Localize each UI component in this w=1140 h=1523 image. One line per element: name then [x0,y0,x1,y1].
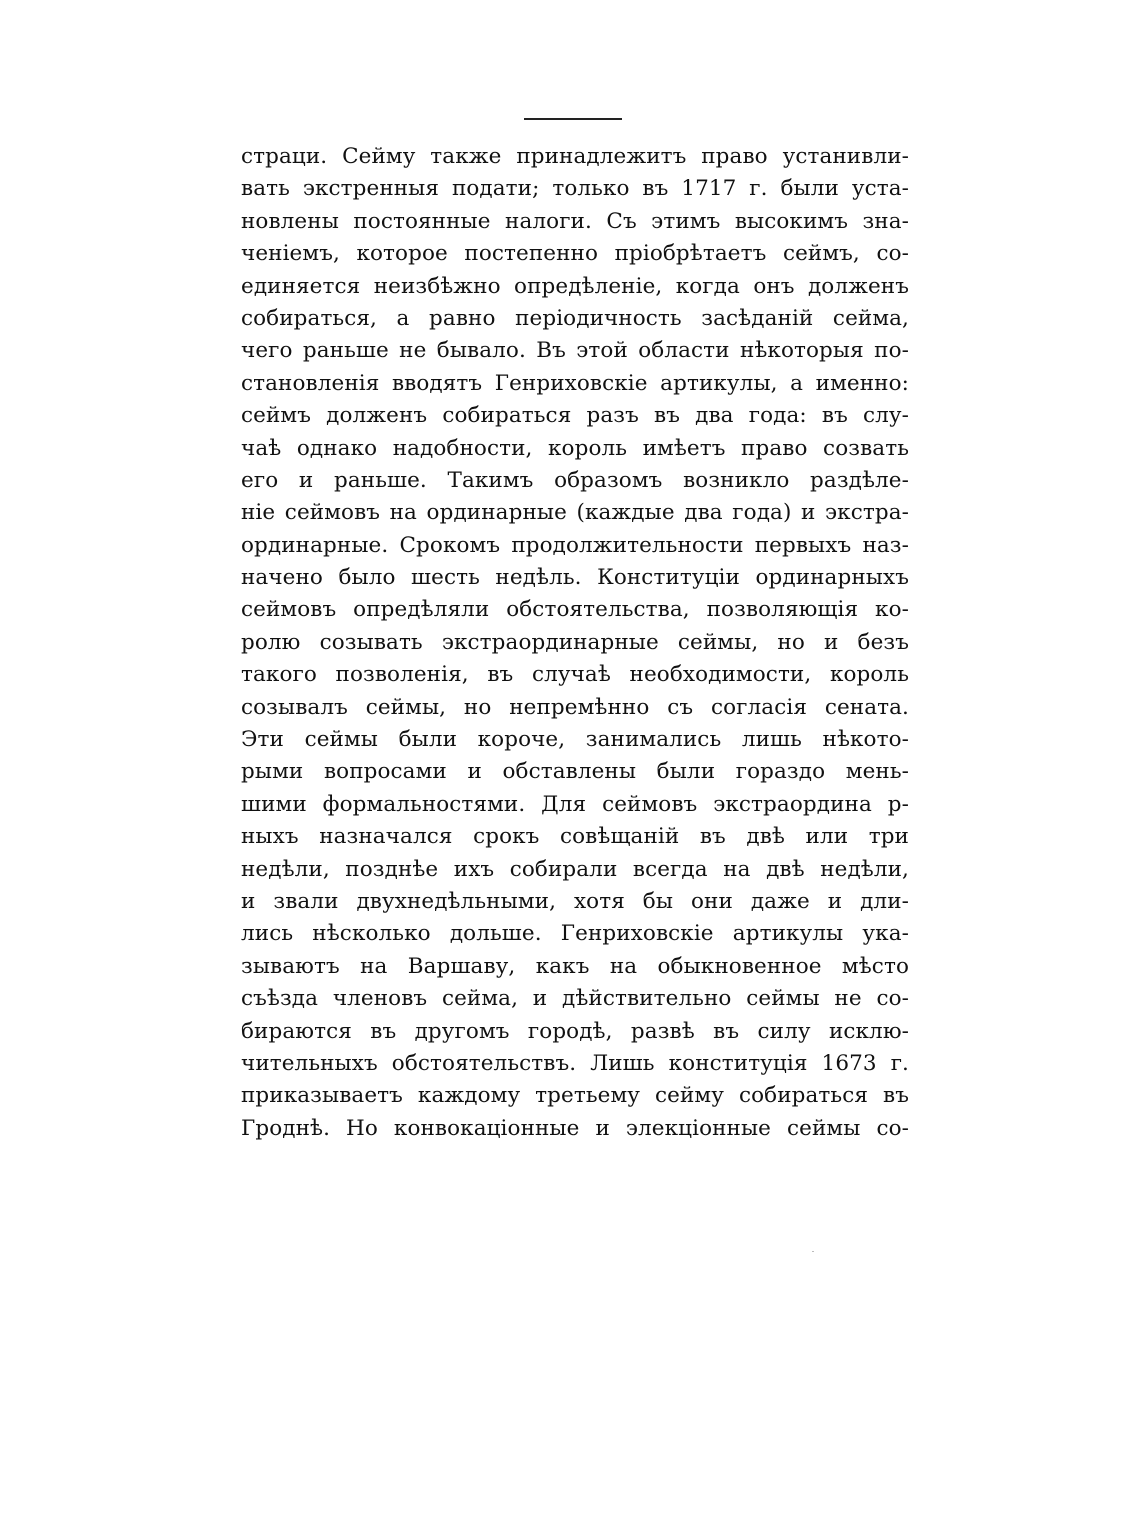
text-line: сеймъ долженъ собираться разъ въ два года: въ слу- [241,403,909,429]
scan-speck [812,1251,814,1252]
text-line: созывалъ сеймы, но непремѣнно съ согласія сената. [241,694,909,720]
text-line: лись нѣсколько дольше. Генриховскіе артикулы ука- [241,921,909,947]
text-line: сеймовъ опредѣляли обстоятельства, позволяющія ко- [241,597,909,623]
text-line: чего раньше не бывало. Въ этой области нѣкоторыя по- [241,338,909,364]
text-line: собираться, а равно періодичность засѣданій сейма, [241,305,909,331]
text-line: чаѣ однако надобности, король имѣетъ право созвать [241,435,909,461]
text-line: съѣзда членовъ сейма, и дѣйствительно сеймы не со- [241,986,909,1012]
text-line: Гроднѣ. Но конвокаціонные и элекціонные сеймы со- [241,1115,909,1141]
text-line: недѣли, позднѣе ихъ собирали всегда на двѣ недѣли, [241,856,909,882]
text-line: Эти сеймы были короче, занимались лишь нѣкото- [241,727,909,753]
header-rule [524,118,622,120]
text-line: и звали двухнедѣльными, хотя бы они даже и дли- [241,888,909,914]
text-line: шими формальностями. Для сеймовъ экстраордина р- [241,791,909,817]
text-line: ныхъ назначался срокъ совѣщаній въ двѣ или три [241,824,909,850]
body-text [241,141,909,1145]
text-line: рыми вопросами и обставлены были гораздо мень- [241,759,909,785]
text-line: ченіемъ, которое постепенно пріобрѣтаетъ сеймъ, со- [241,241,909,267]
text-line: зываютъ на Варшаву, какъ на обыкновенное мѣсто [241,953,909,979]
text-line: ніе сеймовъ на ординарные (каждые два года) и экстра- [241,500,909,526]
text-line: приказываетъ каждому третьему сейму собираться въ [241,1083,909,1109]
text-line: начено было шесть недѣль. Конституціи ординарныхъ [241,565,909,591]
text-line: ординарные. Срокомъ продолжительности первыхъ наз- [241,532,909,558]
text-line: становленія вводятъ Генриховскіе артикулы, а именно: [241,370,909,396]
text-line: такого позволенія, въ случаѣ необходимости, король [241,662,909,688]
text-line: чительныхъ обстоятельствъ. Лишь конституція 1673 г. [241,1050,909,1076]
text-line: новлены постоянные налоги. Съ этимъ высокимъ зна- [241,208,909,234]
text-line: его и раньше. Такимъ образомъ возникло раздѣле- [241,467,909,493]
text-line: страци. Сейму также принадлежитъ право устанивли- [241,144,909,169]
text-line: ролю созывать экстраординарные сеймы, но и безъ [241,629,909,655]
text-line: единяется неизбѣжно опредѣленіе, когда онъ долженъ [241,273,909,299]
text-line: бираются въ другомъ городѣ, развѣ въ силу исклю- [241,1018,909,1044]
text-line: вать экстренныя подати; только въ 1717 г. были уста- [241,176,909,202]
